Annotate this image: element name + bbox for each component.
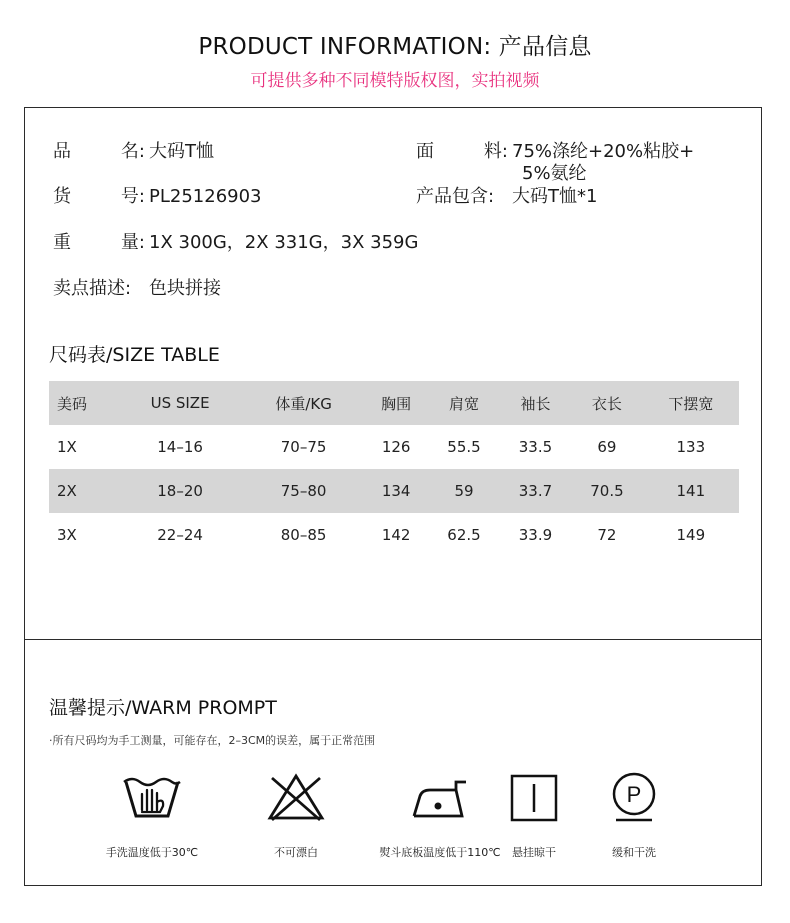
table-cell: 18–20 [157,482,203,500]
table-header-cell: 下摆宽 [668,394,714,413]
table-cell: 2X [57,482,77,500]
table-header-cell: 袖长 [520,394,551,413]
sku-value: PL25126903 [149,186,262,207]
care-label: 缓和干洗 [612,846,656,859]
table-header-cell: 肩宽 [448,394,479,413]
no-bleach-icon [264,770,328,826]
table-cell: 69 [597,438,617,456]
page-title: PRODUCT INFORMATION: 产品信息 [198,34,592,60]
table-cell: 126 [381,438,411,456]
package-row [416,186,597,208]
table-cell: 14–16 [157,438,203,456]
measurement-note: ·所有尺码均为手工测量，可能存在，2–3CM的误差，属于正常范围 [49,734,376,747]
weight-row: 重 量: 1X 300G，2X 331G，3X 359G [53,232,419,253]
selling-value: 色块拼接 [149,278,221,299]
table-cell: 3X [57,526,77,544]
material-value-line2: 5%氨纶 [522,163,587,184]
table-cell: 133 [676,438,706,456]
table-cell: 33.9 [518,526,553,544]
table-header-cell: 衣长 [591,394,622,413]
section-divider [25,639,761,640]
name-value: 大码T恤 [149,141,214,162]
table-header-row [49,381,739,425]
hand-wash-icon [120,770,184,826]
name-row: 品 名: 大码T恤 [53,141,214,162]
dry-clean-p-icon [602,770,666,826]
table-cell: 59 [454,482,474,500]
table-row [49,469,739,513]
care-item-dry-clean [569,770,699,860]
table-cell: 70.5 [590,482,624,500]
material-value: 75%涤纶+20%粘胶+ [512,141,695,162]
size-table-title: 尺码表/SIZE TABLE [49,344,220,366]
weight-value: 1X 300G，2X 331G，3X 359G [149,232,419,253]
table-cell: 33.5 [518,438,553,456]
page-subtitle: 可提供多种不同模特版权图，实拍视频 [250,71,540,91]
table-header-cell: US SIZE [150,394,210,412]
dry-clean-letter: P [626,782,642,807]
care-item-no-bleach [231,770,361,860]
table-header-cell: 胸围 [381,394,412,413]
table-cell: 134 [381,482,411,500]
table-row [49,425,739,469]
line-dry-icon [502,770,566,826]
table-cell: 70–75 [280,438,327,456]
table-cell: 33.7 [518,482,553,500]
selling-label: 卖点描述: [53,278,132,299]
table-cell: 1X [57,438,77,456]
table-cell: 142 [381,526,411,544]
table-cell: 149 [676,526,706,544]
table-row [49,513,739,557]
table-header-cell: 美码 [57,394,88,413]
material-row: 面 料: 75%涤纶+20%粘胶+ [416,141,695,162]
package-label: 产品包含: [416,186,495,207]
iron-icon [408,770,472,826]
table-cell: 141 [676,482,706,500]
table-cell: 72 [597,526,617,544]
care-label: 悬挂晾干 [512,846,556,859]
care-label: 熨斗底板温度低于110℃ [379,846,501,859]
table-cell: 80–85 [280,526,327,544]
table-cell: 55.5 [447,438,481,456]
table-cell: 75–80 [280,482,327,500]
info-panel [24,107,762,886]
table-cell: 62.5 [447,526,481,544]
table-cell: 22–24 [157,526,203,544]
care-label: 手洗温度低于30℃ [105,846,199,859]
sku-row: 货 号: PL25126903 [53,186,262,207]
package-value: 大码T恤*1 [512,186,598,207]
selling-row [53,278,221,300]
size-table [49,381,739,557]
care-label: 不可漂白 [274,846,318,859]
table-header-cell: 体重/KG [275,394,332,413]
prompt-title: 温馨提示/WARM PROMPT [49,697,277,719]
care-item-hand-wash [87,770,217,860]
